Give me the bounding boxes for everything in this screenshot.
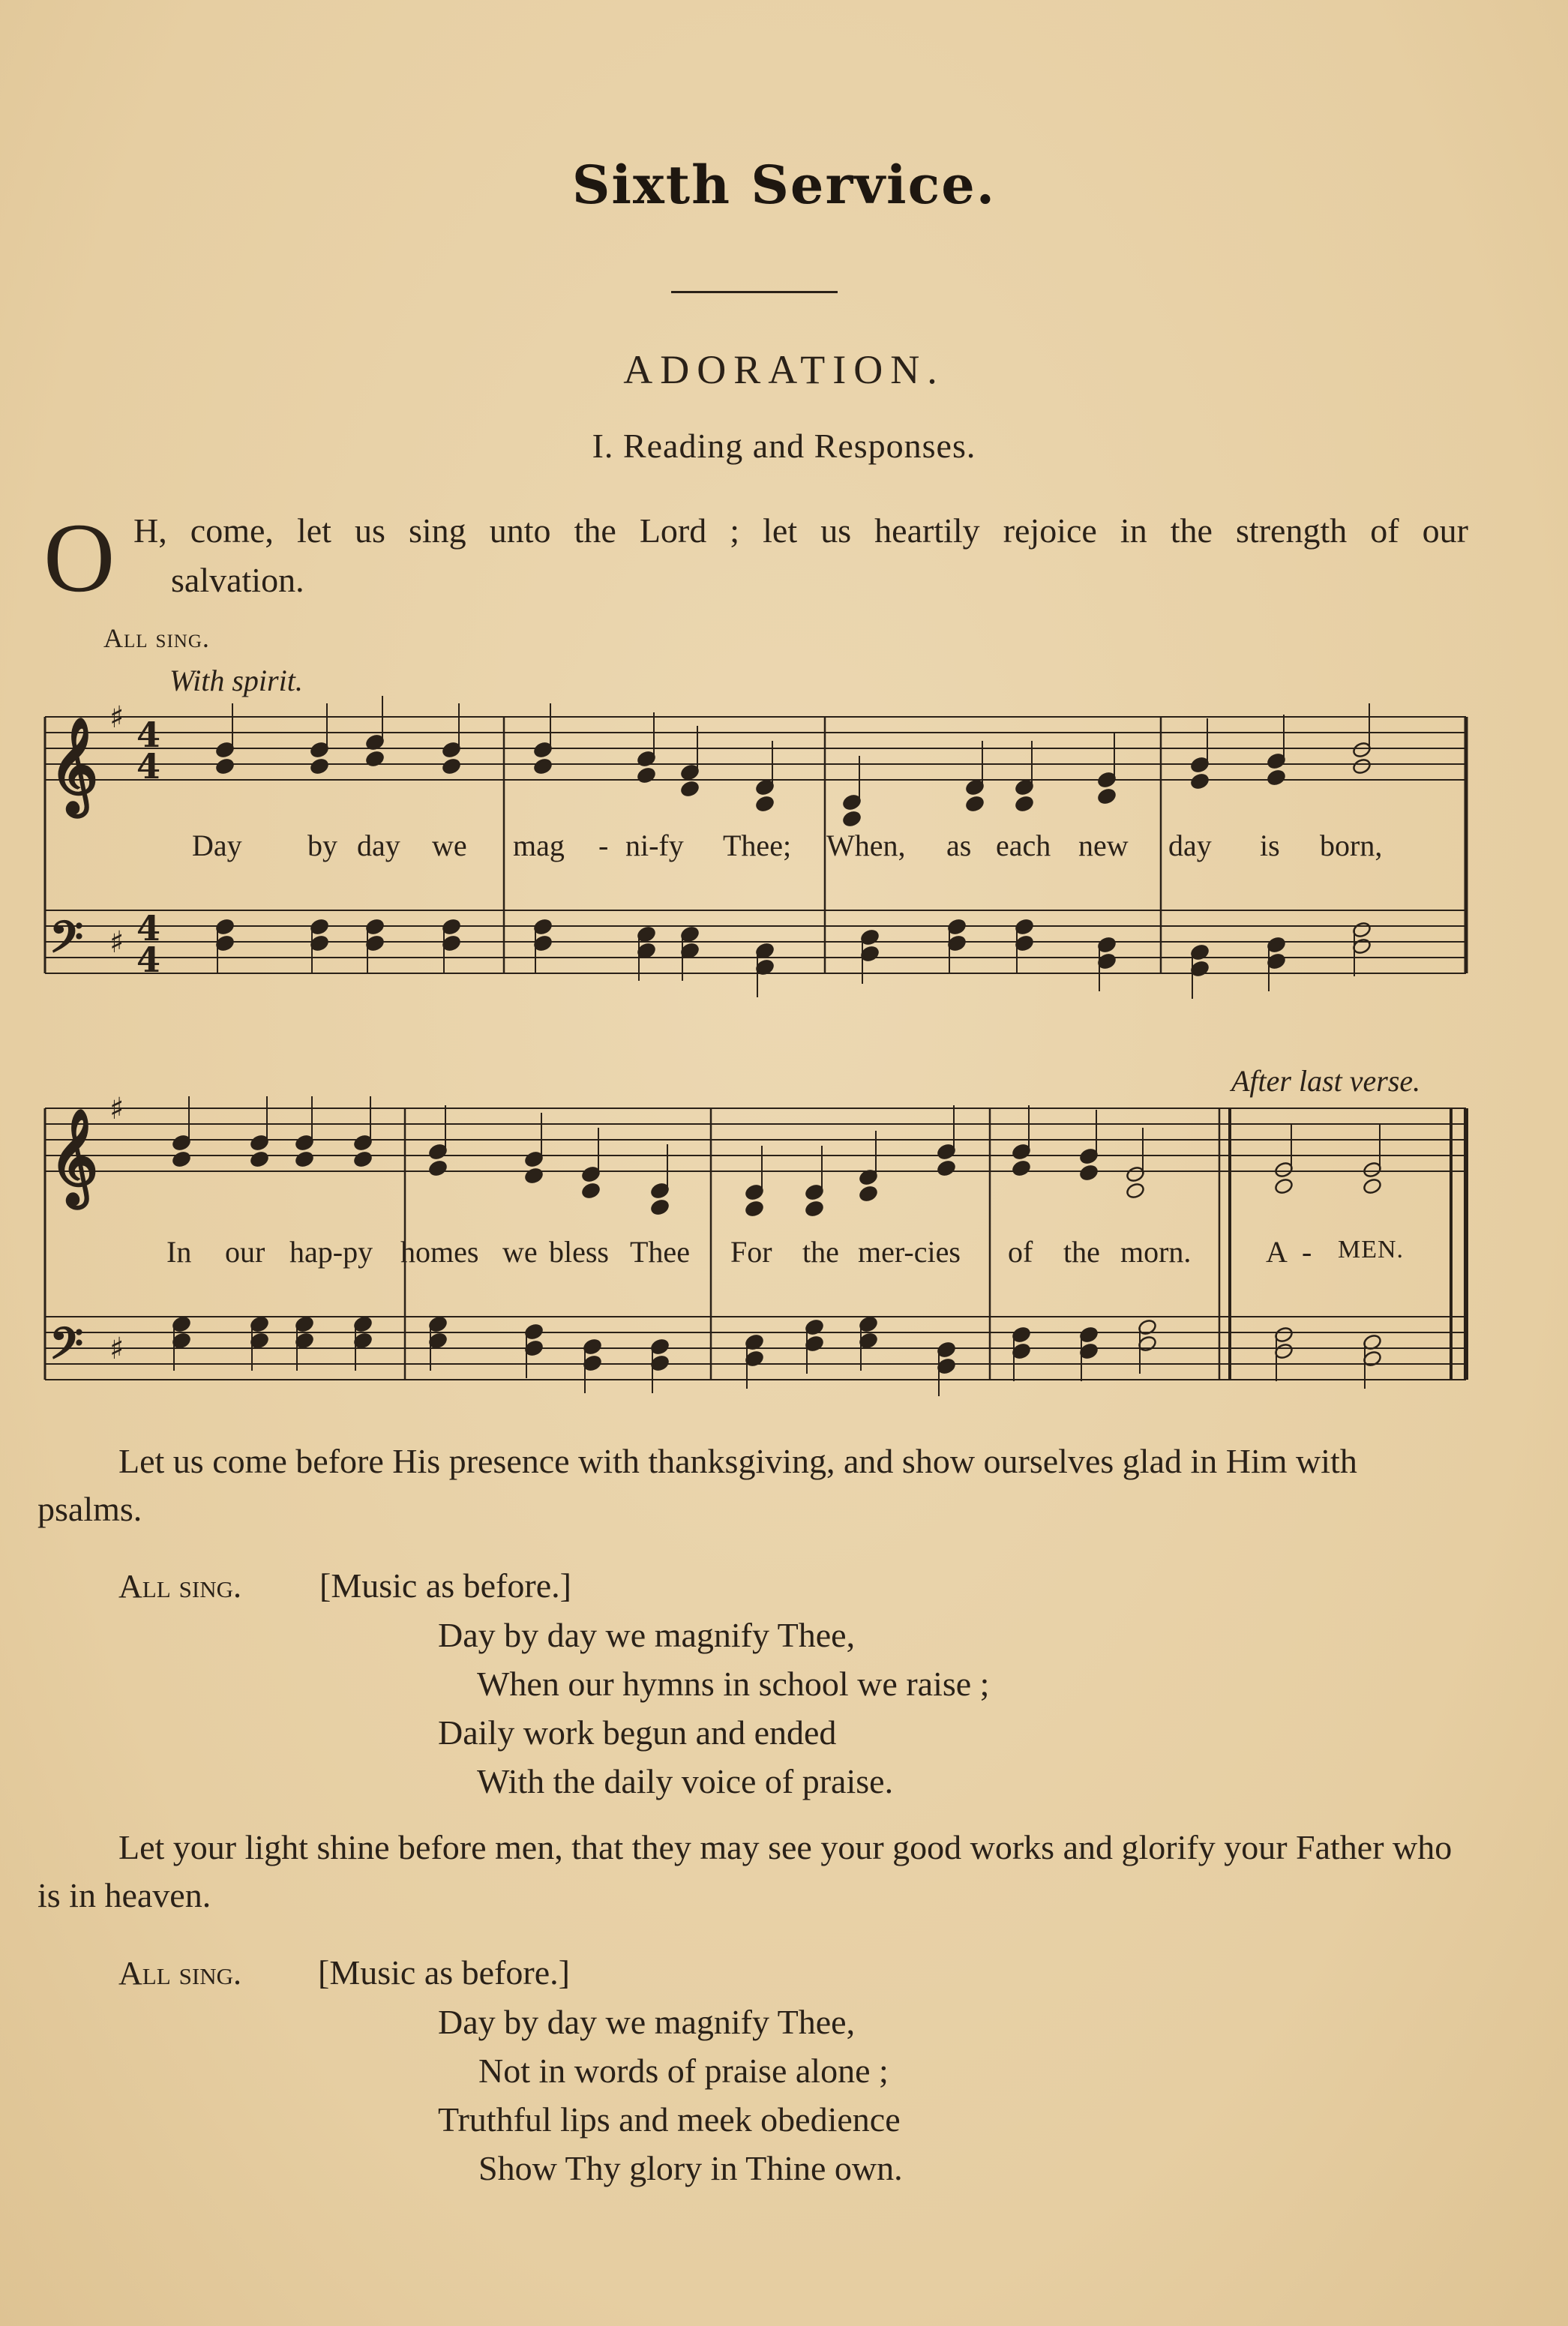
lyric-syllable: each bbox=[996, 829, 1051, 862]
note-head bbox=[842, 810, 862, 828]
note-head bbox=[1126, 1182, 1146, 1200]
lyric-syllable: day bbox=[357, 829, 400, 862]
key-sharp-icon: ♯ bbox=[109, 925, 124, 960]
note-head bbox=[524, 1167, 544, 1185]
lyric-syllable: Day bbox=[192, 829, 242, 862]
lyric-syllable: of bbox=[1008, 1235, 1033, 1269]
note-head bbox=[859, 1185, 879, 1203]
lyric-syllable: mer-cies bbox=[858, 1235, 961, 1269]
reading-1-line-2: salvation. bbox=[171, 561, 304, 599]
key-sharp-icon: ♯ bbox=[109, 1091, 124, 1126]
lyric-syllable: MEN. bbox=[1338, 1236, 1405, 1263]
drop-cap: O bbox=[43, 502, 115, 613]
stanza-3-line-4: Show Thy glory in Thine own. bbox=[478, 2149, 903, 2187]
bass-clef-icon: 𝄢 bbox=[49, 911, 84, 973]
lyric-syllable: hap-py bbox=[289, 1235, 373, 1269]
note-head bbox=[581, 1182, 601, 1200]
lyric-syllable: Thee bbox=[630, 1235, 690, 1269]
lyric-syllable: A bbox=[1266, 1235, 1288, 1269]
note-head bbox=[965, 795, 985, 813]
lyric-syllable: our bbox=[225, 1235, 265, 1269]
lyric-syllable: Thee; bbox=[723, 829, 792, 862]
note-head bbox=[1274, 1177, 1294, 1195]
note-head bbox=[1363, 1177, 1383, 1195]
time-signature-top: 4 bbox=[136, 908, 161, 949]
note-head bbox=[1012, 1159, 1032, 1177]
note-head bbox=[295, 1150, 315, 1168]
note-head bbox=[937, 1159, 957, 1177]
stanza-2-line-2: When our hymns in school we raise ; bbox=[477, 1665, 990, 1703]
lyric-syllable: - bbox=[1302, 1235, 1312, 1269]
service-title: Sixth Service. bbox=[571, 154, 997, 216]
note-head bbox=[1015, 795, 1035, 813]
lyric-syllable: by bbox=[307, 829, 337, 862]
note-head bbox=[250, 1150, 270, 1168]
stanza-2-line-1: Day by day we magnify Thee, bbox=[438, 1616, 856, 1654]
section-subheading: I. Reading and Responses. bbox=[592, 427, 976, 465]
note-head bbox=[428, 1159, 448, 1177]
note-head bbox=[172, 1150, 192, 1168]
lyric-syllable: we bbox=[432, 829, 467, 862]
note-head bbox=[310, 757, 330, 775]
stanza-3-line-3: Truthful lips and meek obedience bbox=[438, 2100, 901, 2139]
after-last-verse-marking: After last verse. bbox=[1231, 1064, 1421, 1098]
stanza-3-line-2: Not in words of praise alone ; bbox=[478, 2052, 889, 2090]
note-head bbox=[1267, 769, 1287, 787]
lyric-syllable: born, bbox=[1320, 829, 1383, 862]
note-head bbox=[1352, 757, 1372, 775]
lyric-syllable: the bbox=[802, 1235, 839, 1269]
lyric-syllable: we bbox=[502, 1235, 538, 1269]
lyric-syllable: When, bbox=[826, 829, 906, 862]
lyric-syllable: as bbox=[946, 829, 972, 862]
stanza-3-line-1: Day by day we magnify Thee, bbox=[438, 2003, 856, 2041]
stanza-2-label: All sing. bbox=[118, 1568, 241, 1605]
lyric-syllable: In bbox=[166, 1235, 192, 1269]
stanza-2-note: [Music as before.] bbox=[319, 1566, 571, 1605]
lyric-syllable: day bbox=[1168, 829, 1212, 862]
stanza-2-line-4: With the daily voice of praise. bbox=[477, 1762, 894, 1800]
note-head bbox=[533, 757, 553, 775]
section-heading: ADORATION. bbox=[623, 347, 945, 392]
bass-clef-icon: 𝄢 bbox=[49, 1317, 84, 1380]
lyric-syllable: - bbox=[598, 829, 609, 862]
treble-clef-icon: 𝄞 bbox=[49, 1108, 99, 1204]
time-signature-top: 4 bbox=[136, 715, 161, 755]
note-head bbox=[805, 1200, 825, 1218]
note-head bbox=[353, 1150, 373, 1168]
time-signature-bottom: 4 bbox=[136, 746, 161, 787]
note-head bbox=[745, 1200, 765, 1218]
lyric-syllable: the bbox=[1063, 1235, 1100, 1269]
treble-clef-icon: 𝄞 bbox=[49, 716, 99, 813]
lyric-syllable: For bbox=[730, 1235, 772, 1269]
key-sharp-icon: ♯ bbox=[109, 1331, 124, 1366]
lyric-syllable: bless bbox=[549, 1235, 609, 1269]
lyric-syllable: homes bbox=[400, 1235, 479, 1269]
stanza-2-line-3: Daily work begun and ended bbox=[438, 1713, 837, 1752]
note-head bbox=[1097, 787, 1117, 805]
reading-3: Let your light shine before men, that they may see your good works and glorify your Father who is in heaven. bbox=[37, 1828, 1453, 1914]
tempo-marking: With spirit. bbox=[169, 664, 303, 697]
stanza-3-note: [Music as before.] bbox=[318, 1953, 570, 1992]
note-head bbox=[442, 757, 462, 775]
stanza-3-label: All sing. bbox=[118, 1955, 241, 1992]
lyric-syllable: morn. bbox=[1120, 1235, 1192, 1269]
lyric-syllable: ni-fy bbox=[625, 829, 684, 862]
key-sharp-icon: ♯ bbox=[109, 700, 124, 735]
note-head bbox=[1079, 1164, 1099, 1182]
note-head bbox=[365, 750, 385, 768]
note-head bbox=[637, 766, 657, 784]
time-signature-bottom: 4 bbox=[136, 940, 161, 980]
reading-2: Let us come before His presence with thanksgiving, and show ourselves glad in Him with psalms. bbox=[37, 1442, 1357, 1528]
note-head bbox=[215, 757, 235, 775]
note-head bbox=[755, 795, 775, 813]
lyric-syllable: mag bbox=[513, 829, 565, 862]
reading-1-line-1: H, come, let us sing unto the Lord ; let us heartily rejoice in the strength of our bbox=[133, 511, 1468, 550]
note-head bbox=[1190, 772, 1210, 790]
all-sing-label: All sing. bbox=[103, 623, 210, 653]
lyric-syllable: is bbox=[1260, 829, 1280, 862]
note-head bbox=[650, 1198, 670, 1216]
note-head bbox=[680, 780, 700, 798]
lyric-syllable: new bbox=[1078, 829, 1129, 862]
